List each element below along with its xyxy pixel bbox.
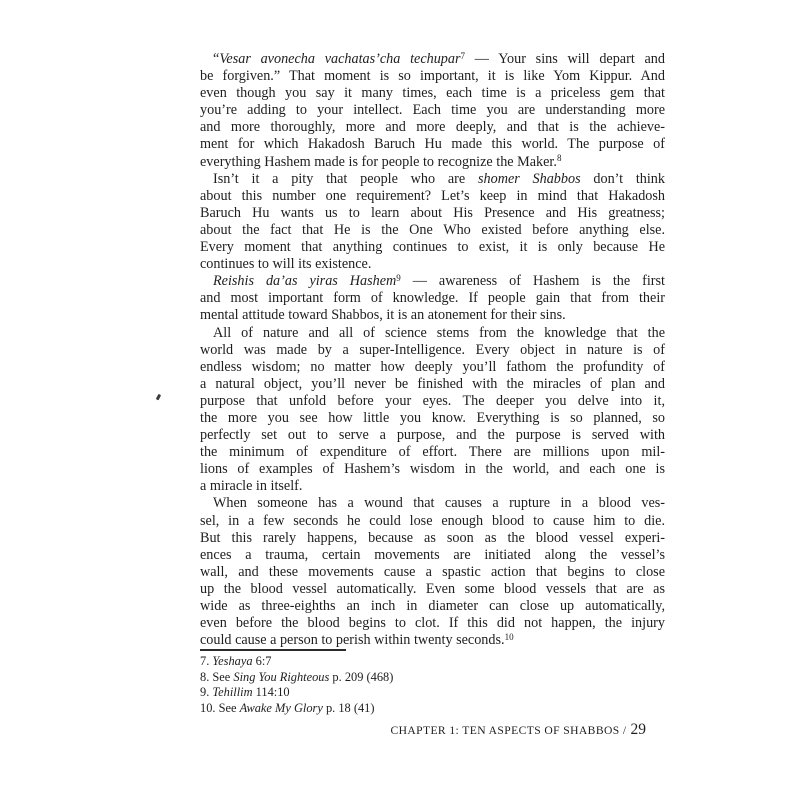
text-line [200, 342, 665, 359]
footnote-ref: 10 [504, 631, 514, 642]
text-segment: about the fact that He is the One Who existed before anything else. [200, 221, 665, 238]
text-line [200, 359, 665, 376]
text-segment: 114:10 [252, 685, 290, 700]
text-line [200, 136, 665, 153]
text-line [200, 171, 665, 188]
text-line [200, 102, 665, 119]
text-segment: Isn’t it a pity that people who are [213, 170, 478, 187]
text-segment: shomer Shabbos [477, 170, 581, 187]
body-text [200, 51, 665, 649]
text-line [200, 325, 665, 342]
text-line [200, 632, 665, 649]
text-segment: the minimum of expenditure of effort. There are millions upon mil- [200, 444, 665, 461]
page-number: 29 [630, 721, 646, 738]
paragraph [200, 51, 665, 171]
footnote-ref: 9 [396, 272, 401, 283]
text-segment: everything Hashem made is for people to recognize the Maker. [200, 153, 557, 170]
text-line [200, 119, 665, 136]
text-segment: Tehillim [212, 685, 253, 700]
text-segment: “ [213, 51, 220, 67]
text-line [200, 290, 665, 307]
footnote-item [200, 654, 665, 670]
text-line [200, 513, 665, 530]
text-segment: sel, in a few seconds he could lose enough blood to cause him to die. [200, 512, 665, 529]
text-segment: and most important form of knowledge. If people gain that from their [200, 290, 665, 307]
text-segment: be forgiven.” That moment is so important, it is like Yom Kippur. And [200, 68, 665, 85]
footnotes [200, 654, 665, 717]
footnote-ref: 8 [556, 153, 562, 164]
text-segment: Reishis da’as yiras Hashem [213, 273, 397, 290]
text-segment: up the blood vessel automatically. Even some blood vessels that are as [200, 580, 665, 597]
text-line [200, 85, 665, 102]
text-line [200, 615, 665, 632]
footnote-ref: 7 [460, 50, 466, 61]
text-segment: you’re adding to your intellect. Each time you are understanding more [200, 102, 665, 119]
text-line [200, 427, 665, 444]
text-line [200, 239, 665, 256]
text-segment: 8. See [200, 669, 234, 684]
text-line [200, 222, 665, 239]
text-line [200, 307, 665, 324]
paragraph [200, 171, 665, 274]
text-line [200, 598, 665, 615]
text-segment: continues to will its existence. [200, 256, 372, 273]
text-segment: All of nature and all of science stems from the knowledge that the [213, 324, 665, 341]
text-segment: and more thoroughly, more and more deeply, and that is the achieve- [200, 119, 665, 136]
text-segment: Yeshaya [212, 654, 253, 668]
text-line [200, 154, 665, 171]
text-segment: even though you say it many times, each time is a priceless gem that [200, 85, 665, 102]
paragraph [200, 495, 665, 649]
text-segment: a natural object, you’ll never be finished with the miracles of plan and [200, 375, 665, 392]
text-segment: about this number one requirement? Let’s keep in mind that Hakadosh [200, 187, 665, 204]
text-segment: could cause a person to perish within twenty seconds. [200, 632, 505, 649]
text-segment: 10. See [200, 701, 240, 716]
text-segment: 9. [200, 685, 213, 700]
text-segment: — awareness of Hashem is the first [400, 273, 665, 290]
footnote-separator [200, 649, 346, 651]
text-segment: Vesar avonecha vachatas’cha techupar [219, 51, 461, 67]
scan-speck [156, 394, 161, 400]
text-segment: — Your sins will depart and [465, 51, 665, 67]
text-segment: purpose that unfold before your eyes. The deeper you delve into it, [200, 392, 665, 409]
text-segment: wall, and these movements cause a spastic action that begins to close [200, 563, 665, 580]
text-segment: even before the blood begins to clot. If this did not happen, the injury [200, 615, 665, 632]
text-line [200, 68, 665, 85]
text-segment: Sing You Righteous [233, 669, 330, 684]
text-segment: lions of examples of Hashem’s wisdom in the world, and each one is [200, 461, 665, 478]
footnote-item [200, 701, 665, 717]
text-segment: a miracle in itself. [200, 478, 303, 495]
running-head: CHAPTER 1: TEN ASPECTS OF SHABBOS / [390, 724, 627, 737]
text-line [200, 530, 665, 547]
text-segment: p. 18 (41) [322, 701, 375, 716]
text-line [200, 51, 665, 68]
text-segment: When someone has a wound that causes a rupture in a blood ves- [213, 495, 665, 512]
text-segment: But this rarely happens, because as soon as the blood vessel experi- [200, 529, 665, 546]
text-segment: p. 209 (468) [329, 669, 394, 684]
footnote-item [200, 670, 665, 686]
text-segment: ences a trauma, certain movements are initiated along the vessel’s [200, 546, 665, 563]
text-line [200, 410, 665, 427]
text-line [200, 547, 665, 564]
text-segment: mental attitude toward Shabbos, it is an atonement for their sins. [200, 307, 566, 324]
text-line [200, 461, 665, 478]
text-segment: 6:7 [252, 654, 272, 668]
text-segment: ment for which Hakadosh Baruch Hu made this world. The purpose of [200, 136, 665, 153]
text-segment: wide as three-eighths an inch in diameter can close up automatically, [200, 598, 665, 614]
paragraph [200, 273, 665, 324]
text-line [200, 273, 665, 290]
text-segment: Baruch Hu wants us to learn about His Presence and His greatness; [200, 204, 665, 221]
text-segment: endless wisdom; no matter how deeply you’ll fathom the profundity of [200, 358, 665, 375]
text-line [200, 376, 665, 393]
text-line [200, 205, 665, 222]
text-line [200, 478, 665, 495]
footnote-item [200, 685, 665, 701]
page-footer [390, 721, 646, 739]
text-segment: 7. [200, 654, 213, 668]
text-segment: the more you see how little you know. Everything is so planned, so [200, 409, 665, 426]
text-segment: Awake My Glory [239, 701, 323, 716]
paragraph [200, 325, 665, 496]
text-line [200, 188, 665, 205]
text-line [200, 564, 665, 581]
text-segment: don’t think [580, 170, 665, 187]
text-line [200, 495, 665, 512]
text-line [200, 444, 665, 461]
text-segment: Every moment that anything continues to exist, it is only because He [200, 239, 665, 256]
text-segment: perfectly set out to serve a purpose, and the purpose is served with [200, 427, 665, 444]
text-line [200, 393, 665, 410]
text-segment: world was made by a super-Intelligence. Every object in nature is of [200, 341, 665, 358]
text-line [200, 581, 665, 598]
text-line [200, 256, 665, 273]
